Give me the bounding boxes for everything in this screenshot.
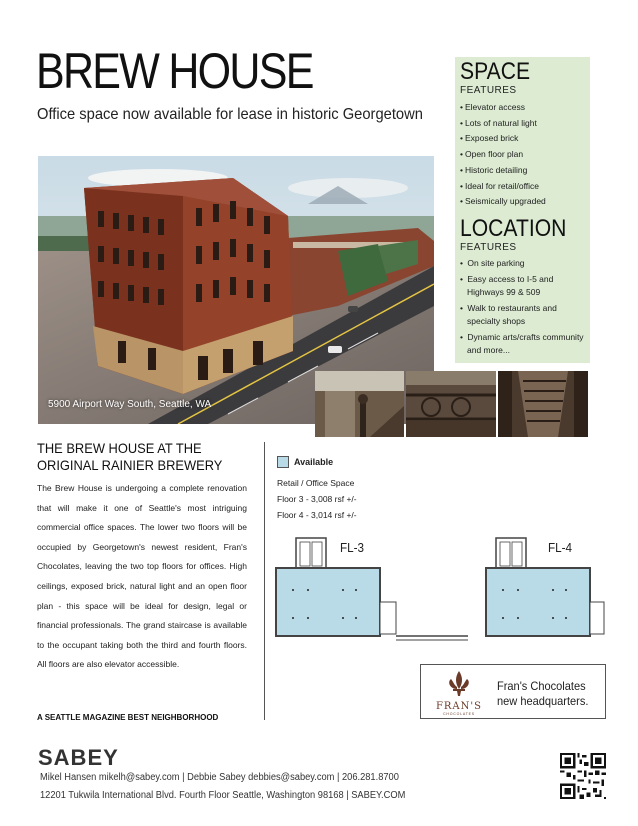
list-item: • Exposed brick xyxy=(460,133,519,144)
frans-logo xyxy=(426,668,492,717)
list-item: • Dynamic arts/crafts community and more... xyxy=(460,332,584,355)
features-panel xyxy=(455,57,590,363)
floor-4-size: Floor 4 - 3,014 rsf +/- xyxy=(277,510,357,520)
space-type: Retail / Office Space xyxy=(277,478,355,488)
legend-label: Available xyxy=(294,457,334,467)
address-caption: 5900 Airport Way South, Seattle, WA xyxy=(48,399,212,410)
location-subheading: FEATURES xyxy=(460,241,517,253)
qr-code-icon xyxy=(560,753,606,799)
space-heading: SPACE xyxy=(460,58,531,85)
magazine-tagline: A SEATTLE MAGAZINE BEST NEIGHBORHOOD xyxy=(37,713,219,722)
space-features xyxy=(460,58,590,210)
svg-text:FRAN'S: FRAN'S xyxy=(435,701,483,712)
list-item: • Easy access to I-5 and Highways 99 & 509 xyxy=(460,274,554,297)
frans-caption: Fran's Chocolates new headquarters. xyxy=(497,679,589,708)
address-line: 12201 Tukwila International Blvd. Fourth Floor Seattle, Washington 98168 | SABEY.COM xyxy=(40,790,406,801)
svg-text:SABEY: SABEY xyxy=(38,746,119,768)
floor-4-label: FL-4 xyxy=(548,540,573,555)
floor-3-size: Floor 3 - 3,008 rsf +/- xyxy=(277,494,357,504)
contact-line: Mikel Hansen mikelh@sabey.com | Debbie Sabey debbies@sabey.com | 206.281.8700 xyxy=(40,772,399,783)
available-swatch xyxy=(277,456,289,468)
interior-photo-railing xyxy=(406,371,496,437)
list-item: • Lots of natural light xyxy=(460,117,537,128)
frans-chocolates-callout xyxy=(420,664,606,719)
sabey-logo xyxy=(38,746,138,768)
interior-photo-stair xyxy=(315,371,404,437)
page-title: BREW HOUSE xyxy=(36,43,313,99)
list-item: • Walk to restaurants and specialty shops xyxy=(460,303,557,326)
list-item: • Seismically upgraded xyxy=(460,196,546,207)
list-item: • Elevator access xyxy=(460,102,525,112)
page-subtitle: Office space now available for lease in historic Georgetown xyxy=(37,106,423,123)
location-features-list xyxy=(460,257,590,357)
section-heading: THE BREW HOUSE AT THE ORIGINAL RAINIER BREWERY xyxy=(37,440,223,473)
list-item: • Open floor plan xyxy=(460,149,524,160)
description-paragraph: The Brew House is undergoing a complete renovation that will make it one of Seattle's most intriguing commercial office spaces. The lower two floors will be occupied by Georgetown's newest resident, Fran's Chocolates, leaving the two top floors for offices. High ceilings, exposed brick, natural light and an open floor plan - this space will be ideal for design, legal or financial professionals. The grand staircase is available to the occupant taking both the third and fourth floors. All floors are also elevator accessible. xyxy=(37,483,247,670)
floor-3-plan xyxy=(276,538,468,640)
space-features-list xyxy=(460,100,590,210)
list-item: • Ideal for retail/office xyxy=(460,180,540,191)
fleur-de-lis-icon xyxy=(449,671,469,696)
space-subheading: FEATURES xyxy=(460,85,517,96)
floor-4-plan xyxy=(486,538,604,636)
svg-text:CHOCOLATES: CHOCOLATES xyxy=(443,712,475,716)
interior-photo-staircase xyxy=(498,371,588,437)
column-divider xyxy=(264,442,265,720)
location-heading: LOCATION xyxy=(460,214,567,242)
floor-3-label: FL-3 xyxy=(340,540,365,555)
list-item: • On site parking xyxy=(460,257,525,268)
list-item: • Historic detailing xyxy=(460,164,528,175)
location-features xyxy=(460,214,590,357)
